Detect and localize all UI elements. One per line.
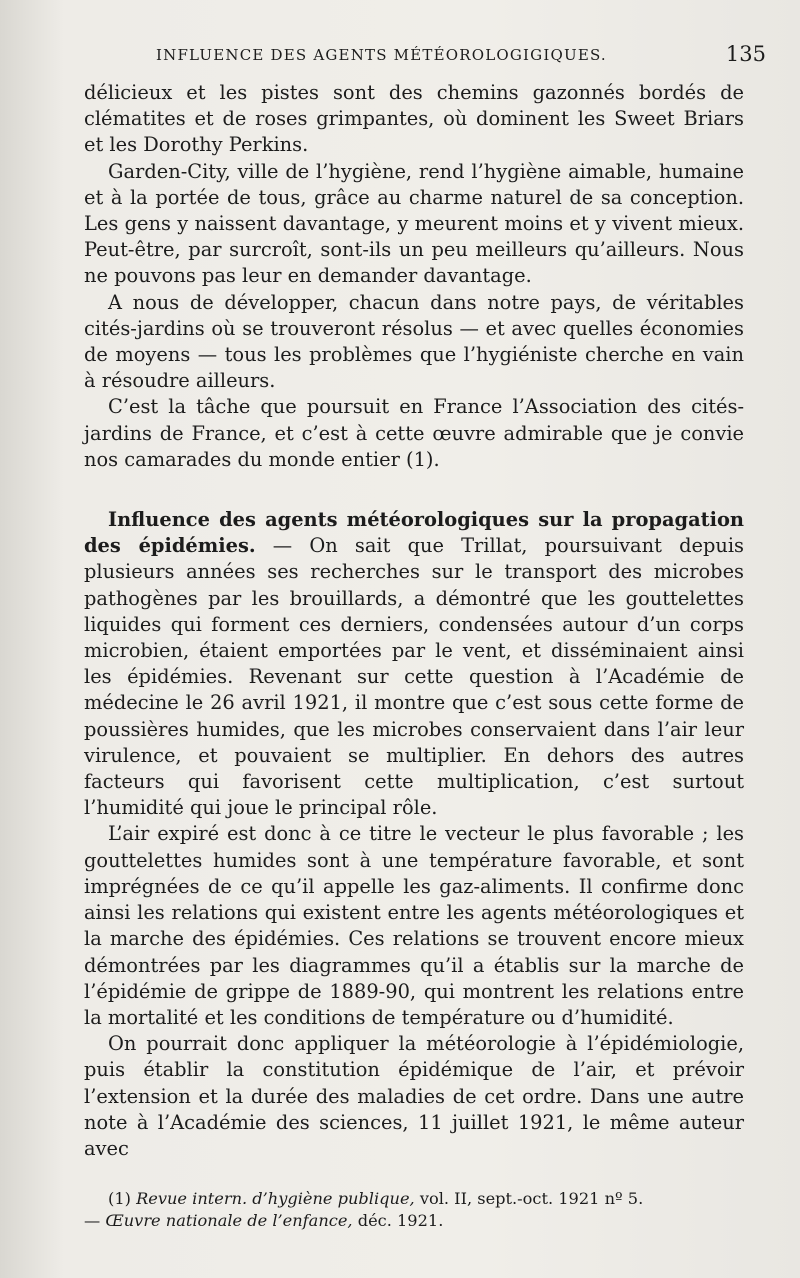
footnote-journal: Revue intern. d’hygiène publique, — [136, 1189, 415, 1208]
footnote-2 — [84, 1210, 748, 1232]
section-first-paragraph — [84, 507, 744, 821]
paragraph-cites-jardins: A nous de développer, chacun dans notre pays, de véritables cités-jardins où se trouveront résolus — et avec quelles économies de moyens — tous les problèmes que l’hygiéniste cherche en vain à résoudre ailleurs. — [84, 290, 744, 393]
paragraph-meteorologie: On pourrait donc appliquer la météorologie à l’épidémiologie, puis établir la constitution épidémique de l’air, et prévoir l’extension et la durée des maladies de cet ordre. Dans une autre note à l’Académie des sciences, 11 juillet 1921, le même auteur avec — [84, 1032, 744, 1160]
section-title: Influence des agents météorologiques sur la propagation des épidémies. — [84, 508, 744, 558]
footnote-dash: — — [84, 1211, 101, 1230]
paragraph-air-expire: L’air expiré est donc à ce titre le vecteur le plus favorable ; les gouttelettes humides sont à une température favorable, et sont imprégnées de ce qu’il appelle les gaz-aliments. Il confirme donc ainsi les relations qui existent entre les agents météorologiques et la marche des épidémies. Ces relations se trouvent encore mieux démontrées par les diagrammes qu’il a établis sur la marche de l’épidémie de grippe de 1889-90, qui montrent les relations entre la mortalité et les conditions de température ou d’humidité. — [84, 822, 744, 1029]
footnote-journal-2: Œuvre nationale de l’enfance, — [105, 1211, 353, 1230]
running-title: INFLUENCE DES AGENTS MÉTÉOROLOGIGIQUES. — [156, 46, 607, 64]
footnote-1 — [84, 1188, 748, 1210]
page-number: 135 — [725, 42, 766, 66]
footnotes — [84, 1188, 748, 1232]
body-text — [84, 80, 744, 1162]
paragraph-continuation: délicieux et les pistes sont des chemins gazonnés bordés de clématites et de roses grimpantes, où dominent les Sweet Briars et les Dorothy Perkins. — [84, 81, 744, 157]
paragraph-association: C’est la tâche que poursuit en France l’Association des cités-jardins de France, et c’est à cette œuvre admirable que je convie nos camarades du monde entier (1). — [84, 395, 744, 471]
footnote-details: vol. II, sept.-oct. 1921 nº 5. — [419, 1189, 644, 1208]
footnote-details-2: déc. 1921. — [357, 1211, 444, 1230]
page-header — [84, 42, 766, 70]
footnote-mark: (1) — [108, 1189, 131, 1208]
section-gap — [84, 473, 744, 507]
section-paragraph-text: — On sait que Trillat, poursuivant depuis plusieurs années ses recherches sur le transport des microbes pathogènes par les brouillards, a démontré que les gouttelettes liquides qui forment ces derniers, condensées autour d’un corps microbien, étaient emportées par le vent, et disséminaient ainsi les épidémies. Revenant sur cette question à l’Académie de médecine le 26 avril 1921, il montre que c’est sous cette forme de poussières humides, que les microbes conservaient dans l’air leur virulence, et pouvaient se multiplier. En dehors des autres facteurs qui favorisent cette multiplication, c’est surtout l’humidité qui joue le principal rôle. — [84, 534, 745, 820]
paragraph-garden-city: Garden-City, ville de l’hygiène, rend l’hygiène aimable, humaine et à la portée de tous, grâce au charme naturel de sa conception. Les gens y naissent davantage, y meurent moins et y vivent mieux. Peut-être, par surcroît, sont-ils un peu meilleurs qu’ailleurs. Nous ne pouvons pas leur en demander davantage. — [84, 159, 744, 288]
